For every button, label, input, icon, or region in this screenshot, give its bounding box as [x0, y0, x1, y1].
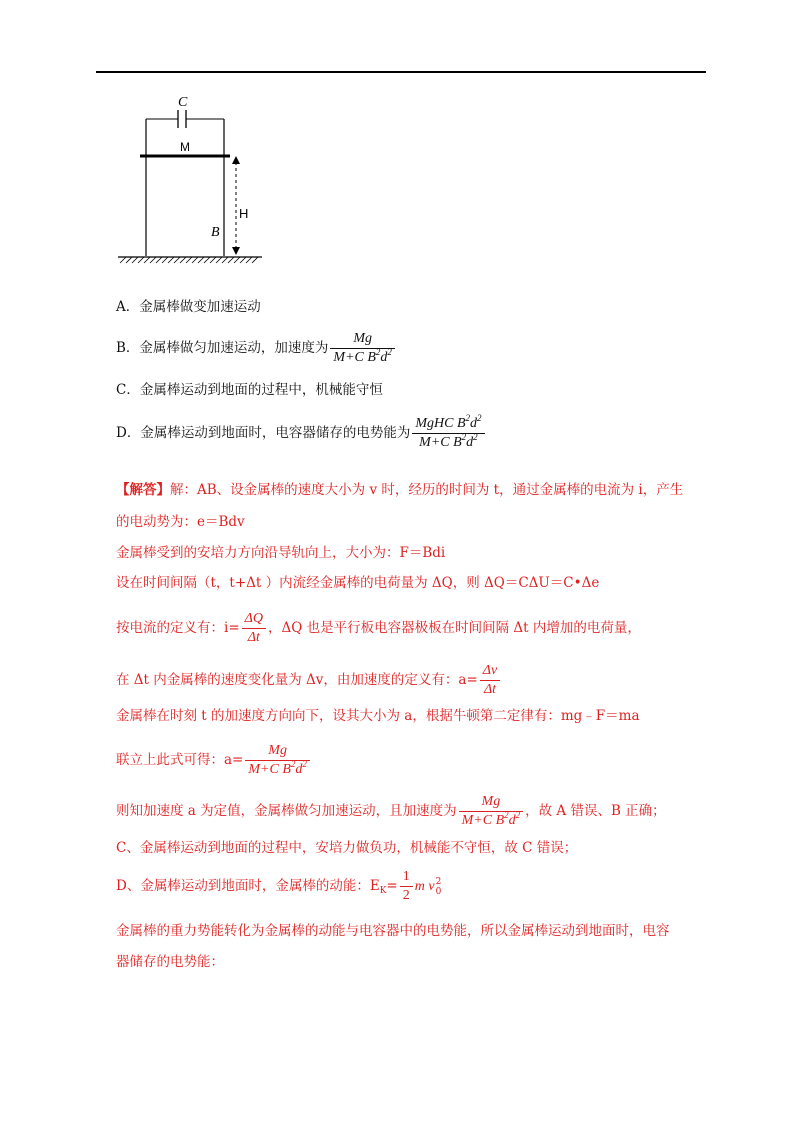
fraction: $\frac{Mg}{M+C B^2d^2}$ [459, 793, 524, 830]
fraction: $\frac{Mg}{M+C B^2d^2}$ [245, 742, 310, 779]
field-label: B [211, 225, 220, 240]
solution-line-4: 设在时间间隔（t，t+Δt ）内流经金属棒的电荷量为 ΔQ，则 ΔQ＝CΔU＝C•Δe [116, 575, 600, 591]
solution-line-6: 在 Δt 内金属棒的速度变化量为 Δv，由加速度的定义有：a= $\frac{\Delta v}{\Delta t}$ [116, 662, 502, 699]
solution-line-11: D、金属棒运动到地面时，金属棒的动能：$E_K=$ $\frac{1}{2}$ m v 2 0 [116, 869, 442, 903]
solution-line-3: 金属棒受到的安培力方向沿导轨向上，大小为：F＝Bdi [116, 545, 446, 561]
option-c: C．金属棒运动到地面的过程中，机械能守恒 [116, 382, 383, 398]
solution-line-13: 器储存的电势能： [116, 954, 224, 970]
solution-line-9: 则知加速度 a 为定值，金属棒做匀加速运动，且加速度为 $\frac{Mg}{M+C B^2d^2}$ ，故 A 错误、B 正确； [116, 794, 666, 828]
option-a: A．金属棒做变加速运动 [116, 299, 261, 315]
fraction: $\frac{Mg}{M+C B^2d^2}$ [330, 330, 395, 367]
solution-line-7: 金属棒在时刻 t 的加速度方向向下，设其大小为 a，根据牛顿第二定律有：mg﹣F＝ma [116, 708, 640, 724]
solution-line-8: 联立上此式可得：a= $\frac{Mg}{M+C B^2d^2}$ [116, 742, 312, 779]
fraction: $\frac{MgHC B^2d^2}{M+C B^2d^2}$ [412, 415, 484, 452]
capacitor-label: C [178, 95, 188, 110]
solution-line-10: C、金属棒运动到地面的过程中，安培力做负功，机械能不守恒，故 C 错误； [116, 840, 578, 856]
option-b: B．金属棒做匀加速运动，加速度为 $\frac{Mg}{M+C B^2d^2}$ [116, 330, 397, 367]
fraction: $\frac{1}{2}$ [400, 868, 413, 905]
solution-line-5: 按电流的定义有：i= $\frac{\Delta Q}{\Delta t}$ ，ΔQ 也是平行板电容器极板在时间间隔 Δt 内增加的电荷量， [116, 611, 641, 645]
height-label: H [239, 206, 249, 221]
arrow-up-icon [232, 156, 240, 164]
solution-line-2: 的电动势为：e＝Bdv [116, 514, 245, 530]
circuit-figure [112, 90, 272, 270]
solution-line-1: 【解答】解：AB、设金属棒的速度大小为 v 时，经历的时间为 t，通过金属棒的电流为 i，产生 [116, 482, 684, 498]
header-rule [96, 71, 706, 73]
answer-tag: 【解答】 [116, 482, 170, 498]
rod-label: M [180, 140, 190, 154]
arrow-down-icon [232, 247, 240, 255]
fraction: $\frac{\Delta Q}{\Delta t}$ [242, 610, 266, 647]
fraction: $\frac{\Delta v}{\Delta t}$ [480, 662, 500, 699]
solution-line-12: 金属棒的重力势能转化为金属棒的动能与电容器中的电势能，所以金属棒运动到地面时，电容 [116, 923, 670, 939]
option-d: D．金属棒运动到地面时，电容器储存的电势能为 $\frac{MgHC B^2d^2}{M+C B^2d^2}$ [116, 415, 487, 452]
